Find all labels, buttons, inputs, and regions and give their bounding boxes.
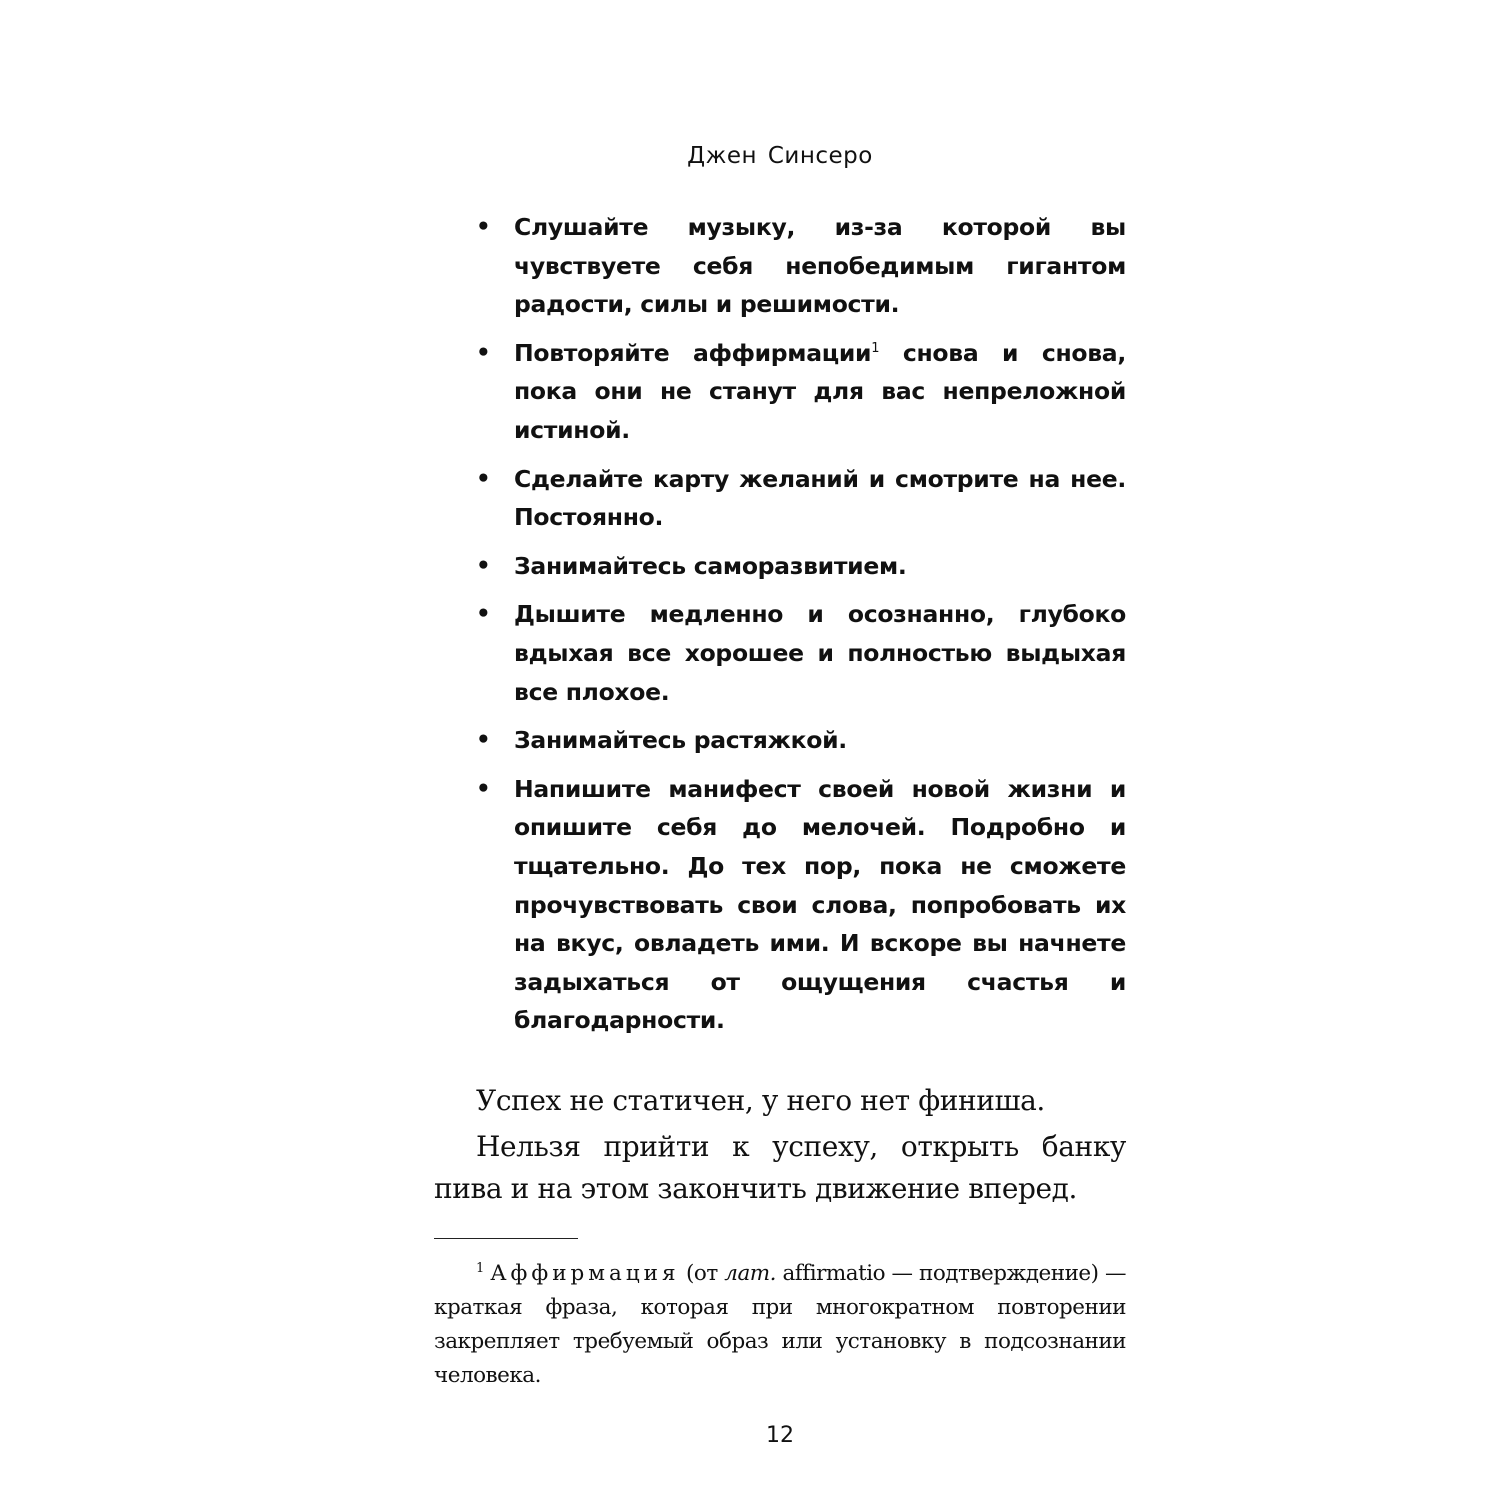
footnote-lang: лат. <box>724 1260 776 1286</box>
bullet-glyph: • <box>476 727 491 754</box>
list-item <box>434 460 1126 537</box>
list-item-text: Дышите медленно и осознанно, глубоко вдыхая все хорошее и полностью выдыхая все плохое. <box>514 600 1126 706</box>
list-item-text: Занимайтесь саморазвитием. <box>514 551 907 580</box>
list-item <box>434 721 1126 760</box>
list-item-text: Напишите манифест своей новой жизни и опишите себя до мелочей. Подробно и тщательно. До тех пор, пока не сможете прочувствовать свои слова, попробовать их на вкус, овладеть ими. И вскоре вы начнете задыхаться от ощущения счастья и благодарности. <box>514 774 1126 1035</box>
book-page <box>434 130 1126 1448</box>
footnote-definition: — подтверждение) — краткая фраза, которая при многократном повторении закрепляет требуемый образ или установку в подсознании человека. <box>434 1260 1126 1388</box>
list-item <box>434 770 1126 1040</box>
page-number: 12 <box>766 1422 794 1448</box>
list-item <box>434 334 1126 450</box>
list-item-text: снова и снова, пока они не станут для вас непреложной истиной. <box>514 338 1126 444</box>
bullet-glyph: • <box>476 214 491 240</box>
body-text <box>434 1080 1126 1210</box>
footnote-latin: affirmatio <box>776 1260 886 1286</box>
bullet-glyph: • <box>476 775 491 802</box>
list-item-text: Занимайтесь растяжкой. <box>514 726 847 755</box>
footnote-divider <box>434 1238 578 1239</box>
footnote <box>434 1257 1126 1393</box>
list-item-text: Повторяйте аффирмации <box>514 338 872 367</box>
body-paragraph: Нельзя прийти к успеху, открыть банку пива и на этом закончить движение вперед. <box>434 1129 1126 1205</box>
footnote-text: (от <box>679 1260 725 1286</box>
running-head: Джен Синсеро <box>687 143 873 169</box>
body-paragraph: Успех не статичен, у него нет финиша. <box>476 1083 1045 1117</box>
bullet-glyph: • <box>476 339 491 366</box>
list-item <box>434 595 1126 711</box>
bullet-glyph: • <box>476 601 491 628</box>
bullet-list <box>434 208 1126 1040</box>
bullet-glyph: • <box>476 465 491 492</box>
footnote-mark: 1 <box>476 1260 484 1276</box>
footnote-term: Аффирмация <box>490 1260 680 1286</box>
footnote-reference[interactable]: 1 <box>871 340 880 356</box>
list-item <box>434 547 1126 586</box>
list-item <box>434 208 1126 324</box>
list-item-text: Слушайте музыку, из-за которой вы чувствуете себя непобедимым гигантом радости, силы и решимости. <box>514 213 1126 319</box>
bullet-glyph: • <box>476 552 491 579</box>
list-item-text: Сделайте карту желаний и смотрите на нее. Постоянно. <box>514 464 1126 532</box>
